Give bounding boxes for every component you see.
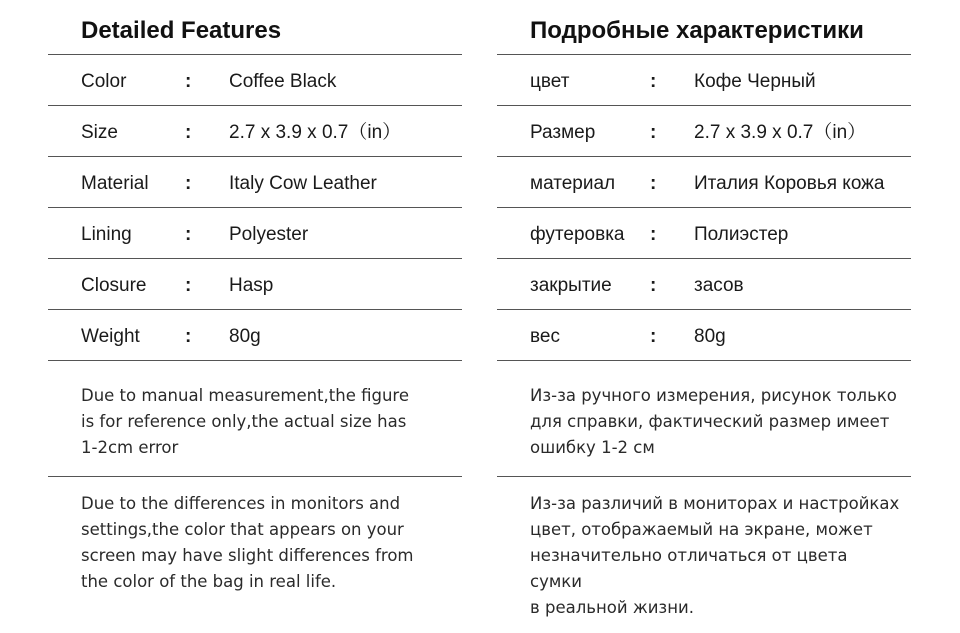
spec-row-color <box>48 55 462 106</box>
measurement-note <box>48 361 462 477</box>
spec-label: Weight <box>81 326 140 347</box>
spec-label: материал <box>530 173 616 194</box>
note-line: незначительно отличаться от цвета сумки <box>530 546 848 591</box>
spec-value: 80g <box>694 326 726 347</box>
english-title: Detailed Features <box>48 0 462 55</box>
note-line: для справки, фактический размер имеет <box>530 412 890 431</box>
spec-separator: : <box>185 173 192 194</box>
spec-separator: : <box>650 71 657 92</box>
spec-separator: : <box>650 224 657 245</box>
spec-value: 80g <box>229 326 261 347</box>
note-line: Due to the differences in monitors and <box>81 494 401 513</box>
spec-value: Италия Коровья кожа <box>694 173 885 194</box>
spec-label: футеровка <box>530 224 625 245</box>
note-line: Из-за различий в мониторах и настройках <box>530 494 900 513</box>
spec-label: Size <box>81 122 118 143</box>
spec-label: Color <box>81 71 127 92</box>
measurement-note <box>497 361 911 477</box>
spec-value: засов <box>694 275 744 296</box>
color-note <box>48 477 462 597</box>
spec-separator: : <box>650 326 657 347</box>
spec-row-size <box>497 106 911 157</box>
spec-value: Полиэстер <box>694 224 789 245</box>
spec-row-closure <box>497 259 911 310</box>
spec-row-weight <box>497 310 911 361</box>
spec-separator: : <box>650 275 657 296</box>
spec-value: Hasp <box>229 275 274 296</box>
spec-row-color <box>497 55 911 106</box>
english-spec-panel <box>48 0 462 597</box>
spec-label: Closure <box>81 275 147 296</box>
spec-label: Lining <box>81 224 132 245</box>
spec-separator: : <box>185 71 192 92</box>
spec-separator: : <box>185 224 192 245</box>
spec-value: 2.7 x 3.9 x 0.7（in） <box>229 122 402 143</box>
spec-value: Кофе Черный <box>694 71 816 92</box>
spec-label: вес <box>530 326 560 347</box>
spec-separator: : <box>650 122 657 143</box>
spec-label: закрытие <box>530 275 612 296</box>
spec-row-lining <box>497 208 911 259</box>
spec-separator: : <box>185 326 192 347</box>
spec-value: 2.7 x 3.9 x 0.7（in） <box>694 122 867 143</box>
spec-separator: : <box>650 173 657 194</box>
spec-row-lining <box>48 208 462 259</box>
spec-row-weight <box>48 310 462 361</box>
note-line: settings,the color that appears on your <box>81 520 404 539</box>
spec-value: Coffee Black <box>229 71 337 92</box>
spec-separator: : <box>185 275 192 296</box>
note-line: 1-2cm error <box>81 438 179 457</box>
spec-row-size <box>48 106 462 157</box>
russian-spec-panel <box>497 0 911 617</box>
spec-label: Размер <box>530 122 596 143</box>
note-line: is for reference only,the actual size has <box>81 412 407 431</box>
note-line: цвет, отображаемый на экране, может <box>530 520 873 539</box>
spec-row-material <box>48 157 462 208</box>
note-line: Due to manual measurement,the figure <box>81 386 409 405</box>
color-note <box>497 477 911 617</box>
note-line: screen may have slight differences from <box>81 546 414 565</box>
spec-value: Polyester <box>229 224 309 245</box>
spec-row-material <box>497 157 911 208</box>
spec-row-closure <box>48 259 462 310</box>
note-line: the color of the bag in real life. <box>81 572 337 591</box>
note-line: ошибку 1-2 см <box>530 438 655 457</box>
russian-title: Подробные характеристики <box>497 0 911 55</box>
spec-value: Italy Cow Leather <box>229 173 377 194</box>
spec-label: Material <box>81 173 149 194</box>
note-line: Из-за ручного измерения, рисунок только <box>530 386 897 405</box>
spec-separator: : <box>185 122 192 143</box>
note-line: в реальной жизни. <box>530 598 694 617</box>
spec-label: цвет <box>530 71 570 92</box>
